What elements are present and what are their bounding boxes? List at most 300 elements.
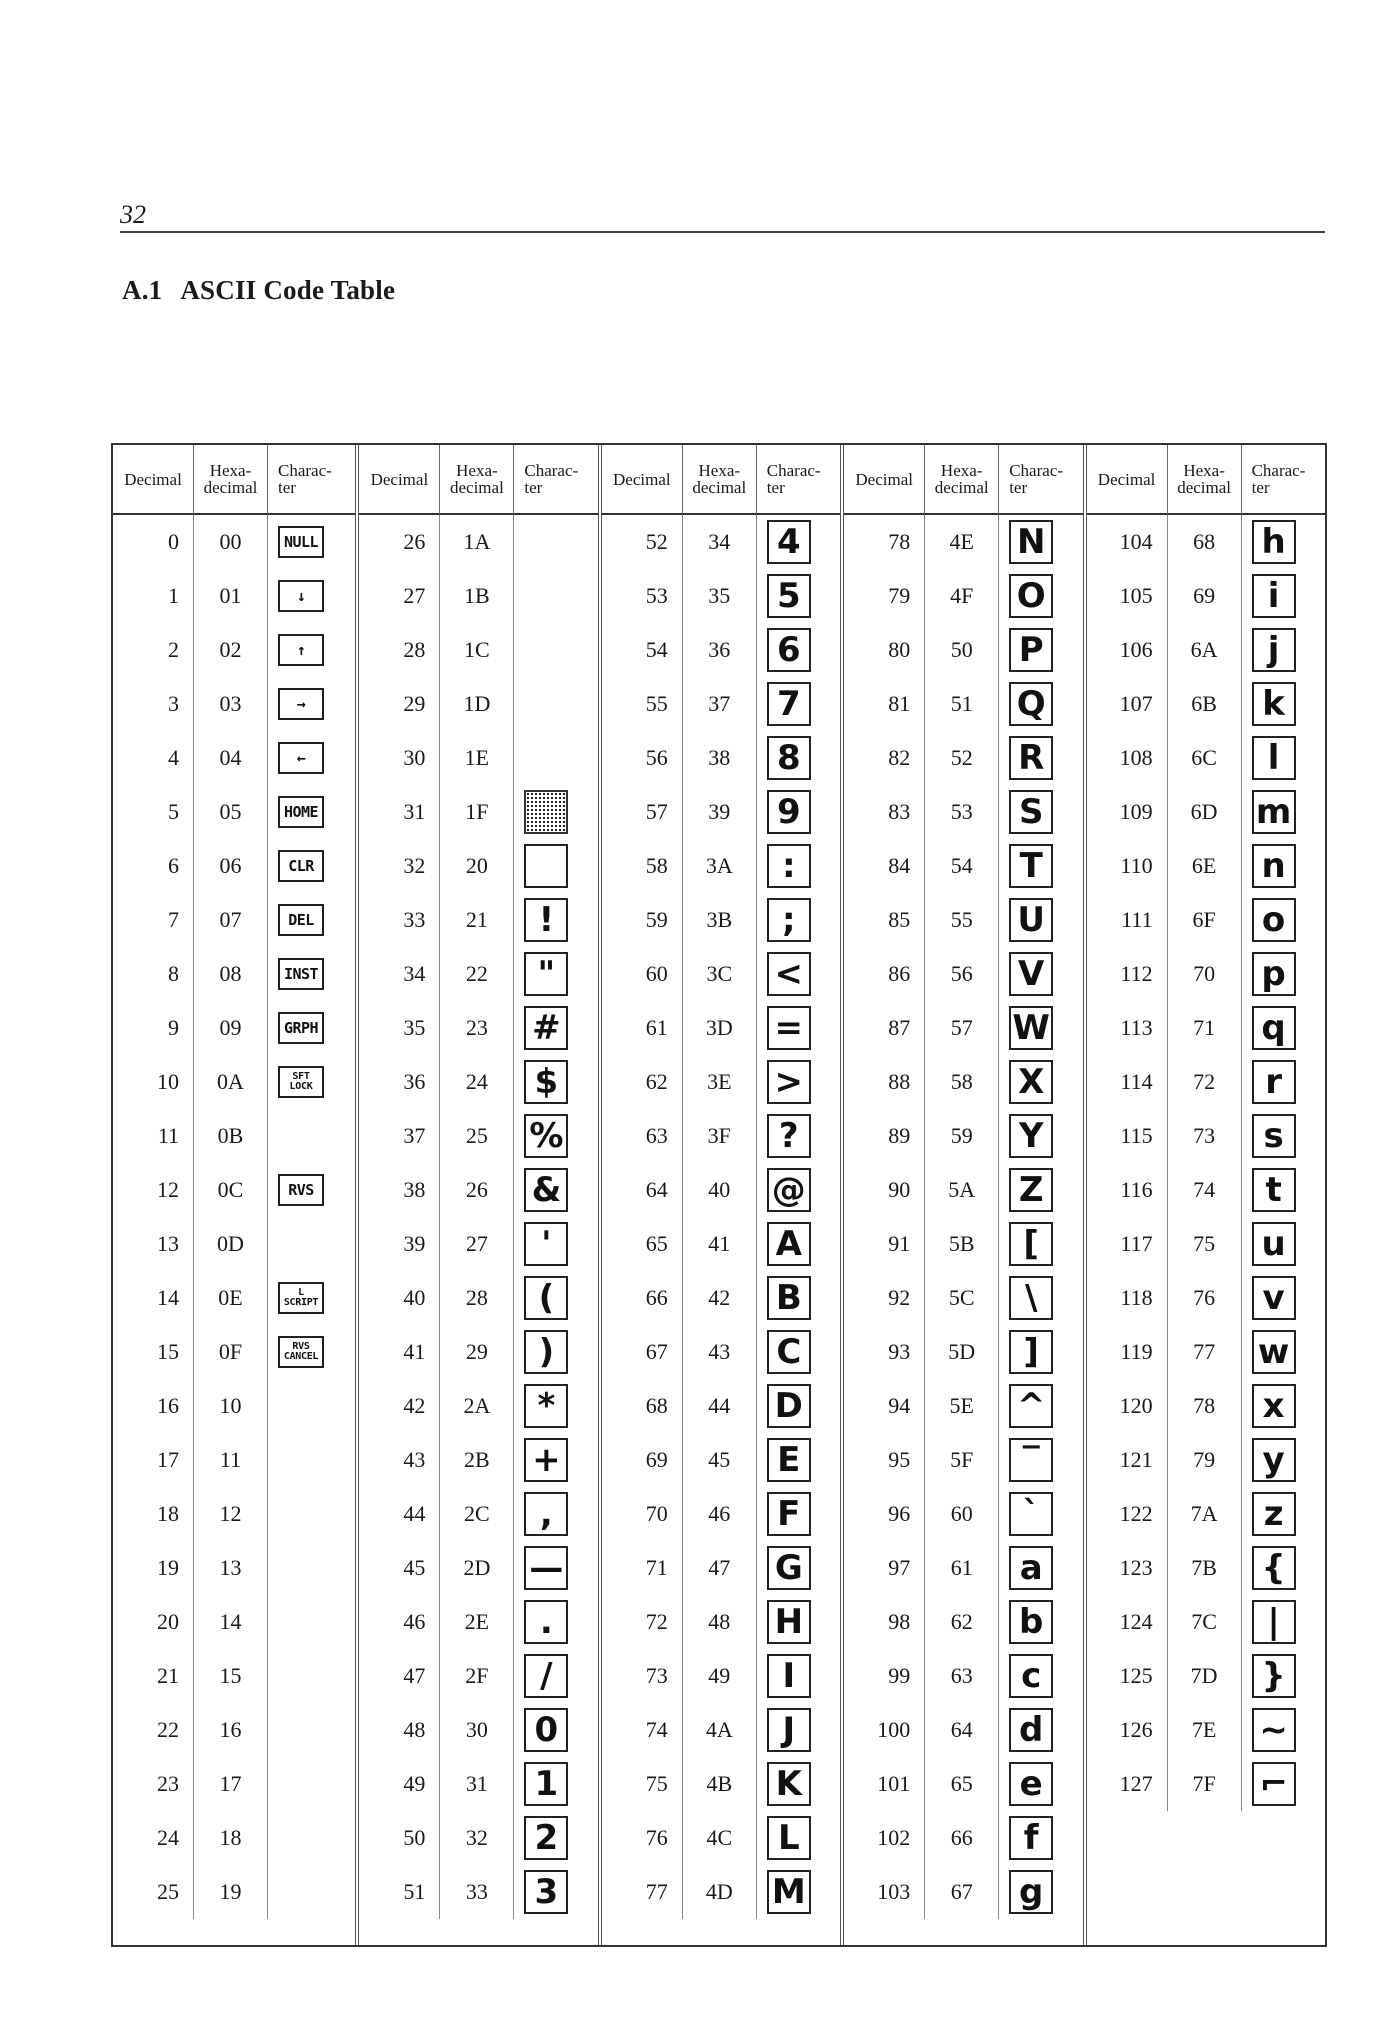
character-glyph: | — [1252, 1600, 1296, 1644]
decimal-cell: 68 — [645, 1393, 668, 1418]
hex-cell: 6F — [1167, 893, 1241, 947]
decimal-cell: 91 — [888, 1231, 911, 1256]
header-hex: Hexa- decimal — [1167, 445, 1241, 515]
decimal-cell: 98 — [888, 1609, 911, 1634]
character-glyph: q — [1252, 1006, 1296, 1050]
character-glyph: " — [524, 952, 568, 996]
hex-cell: 3C — [682, 947, 756, 1001]
character-glyph: ) — [524, 1330, 568, 1374]
hex-cell: 4E — [924, 515, 998, 569]
decimal-cell: 78 — [888, 529, 911, 554]
character-cell — [513, 839, 597, 893]
hex-cell: 12 — [193, 1487, 267, 1541]
character-glyph: S — [1009, 790, 1053, 834]
character-cell — [756, 731, 840, 785]
hex-cell: 1B — [439, 569, 513, 623]
delete-key-icon: DEL — [278, 904, 324, 936]
character-glyph: } — [1252, 1654, 1296, 1698]
hex-cell: 47 — [682, 1541, 756, 1595]
decimal-cell: 90 — [888, 1177, 911, 1202]
character-cell — [998, 1487, 1082, 1541]
character-glyph: 9 — [767, 790, 811, 834]
character-cell — [267, 1109, 355, 1163]
cursor-up-icon: ↑ — [278, 634, 324, 666]
decimal-cell: 97 — [888, 1555, 911, 1580]
decimal-cell: 4 — [168, 745, 179, 770]
hex-cell: 39 — [682, 785, 756, 839]
character-cell — [998, 893, 1082, 947]
character-glyph: B — [767, 1276, 811, 1320]
character-cell — [513, 515, 597, 569]
hex-cell: 5A — [924, 1163, 998, 1217]
decimal-cell: 1 — [168, 583, 179, 608]
decimal-cell: 86 — [888, 961, 911, 986]
hex-cell: 23 — [439, 1001, 513, 1055]
hex-cell: 54 — [924, 839, 998, 893]
character-cell — [1241, 1325, 1325, 1379]
ascii-code-table — [111, 443, 1327, 1947]
hex-cell: 21 — [439, 893, 513, 947]
character-glyph: * — [524, 1384, 568, 1428]
column-group-1 — [113, 445, 355, 1945]
hex-cell: 75 — [1167, 1217, 1241, 1271]
graph-key-icon: GRPH — [278, 1012, 324, 1044]
hex-cell: 6C — [1167, 731, 1241, 785]
decimal-cell: 37 — [403, 1123, 426, 1148]
hex-cell: 2B — [439, 1433, 513, 1487]
character-glyph: y — [1252, 1438, 1296, 1482]
decimal-cell: 20 — [157, 1609, 179, 1634]
hex-cell: 7C — [1167, 1595, 1241, 1649]
cursor-right-icon: → — [278, 688, 324, 720]
character-cell — [756, 1487, 840, 1541]
character-glyph: 3 — [524, 1870, 568, 1914]
hex-cell: 1A — [439, 515, 513, 569]
section-title-text: ASCII Code Table — [180, 275, 396, 305]
decimal-cell: 0 — [168, 529, 179, 554]
hex-cell: 07 — [193, 893, 267, 947]
decimal-cell: 7 — [168, 907, 179, 932]
decimal-cell: 54 — [645, 637, 668, 662]
null-key-icon: NULL — [278, 526, 324, 558]
character-cell — [513, 677, 597, 731]
hex-cell: 6A — [1167, 623, 1241, 677]
hex-cell: 29 — [439, 1325, 513, 1379]
character-cell — [267, 1865, 355, 1919]
header-decimal: Decimal — [602, 445, 682, 515]
character-cell — [998, 1703, 1082, 1757]
character-glyph: ! — [524, 898, 568, 942]
hex-cell: 44 — [682, 1379, 756, 1433]
hex-cell: 70 — [1167, 947, 1241, 1001]
character-cell — [998, 1649, 1082, 1703]
decimal-cell: 76 — [645, 1825, 668, 1850]
character-cell — [998, 1055, 1082, 1109]
character-glyph: ] — [1009, 1330, 1053, 1374]
hex-cell: 52 — [924, 731, 998, 785]
character-cell — [1241, 1055, 1325, 1109]
character-cell — [267, 1649, 355, 1703]
character-cell — [267, 1271, 355, 1325]
hex-cell: 66 — [924, 1811, 998, 1865]
character-cell — [756, 569, 840, 623]
character-cell — [756, 1757, 840, 1811]
character-cell — [998, 1595, 1082, 1649]
character-glyph: \ — [1009, 1276, 1053, 1320]
hex-cell: 31 — [439, 1757, 513, 1811]
decimal-cell: 11 — [157, 1123, 179, 1148]
hex-cell: 19 — [193, 1865, 267, 1919]
character-cell — [513, 1001, 597, 1055]
character-glyph: / — [524, 1654, 568, 1698]
decimal-cell: 110 — [1120, 853, 1153, 878]
decimal-cell: 10 — [157, 1069, 179, 1094]
character-cell — [998, 1163, 1082, 1217]
character-cell — [1241, 1379, 1325, 1433]
decimal-cell: 25 — [157, 1879, 179, 1904]
decimal-cell: 69 — [645, 1447, 668, 1472]
character-glyph: ' — [524, 1222, 568, 1266]
character-glyph: N — [1009, 520, 1053, 564]
hex-cell: 34 — [682, 515, 756, 569]
character-glyph: b — [1009, 1600, 1053, 1644]
decimal-cell: 43 — [403, 1447, 426, 1472]
character-cell — [756, 1379, 840, 1433]
character-cell — [998, 839, 1082, 893]
dotted-block-icon — [524, 790, 568, 834]
character-glyph: r — [1252, 1060, 1296, 1104]
character-glyph: s — [1252, 1114, 1296, 1158]
character-glyph: V — [1009, 952, 1053, 996]
character-glyph: & — [524, 1168, 568, 1212]
column-group-2 — [355, 445, 597, 1945]
hex-cell: 64 — [924, 1703, 998, 1757]
character-cell — [513, 1163, 597, 1217]
character-glyph: . — [524, 1600, 568, 1644]
hex-cell: 69 — [1167, 569, 1241, 623]
character-cell — [998, 785, 1082, 839]
hex-cell: 6D — [1167, 785, 1241, 839]
character-glyph: — — [524, 1546, 568, 1590]
character-cell — [267, 677, 355, 731]
hex-cell: 26 — [439, 1163, 513, 1217]
decimal-cell: 101 — [877, 1771, 911, 1796]
character-cell — [513, 1487, 597, 1541]
decimal-cell: 35 — [403, 1015, 426, 1040]
decimal-cell: 34 — [403, 961, 426, 986]
character-glyph: v — [1252, 1276, 1296, 1320]
character-cell — [998, 947, 1082, 1001]
hex-cell: 38 — [682, 731, 756, 785]
character-cell — [1241, 569, 1325, 623]
header-decimal: Decimal — [113, 445, 193, 515]
hex-cell: 14 — [193, 1595, 267, 1649]
hex-cell: 74 — [1167, 1163, 1241, 1217]
character-cell — [513, 731, 597, 785]
character-cell — [1241, 1595, 1325, 1649]
hex-cell: 5D — [924, 1325, 998, 1379]
decimal-cell: 55 — [645, 691, 668, 716]
character-glyph: Q — [1009, 682, 1053, 726]
hex-cell: 0A — [193, 1055, 267, 1109]
hex-cell: 40 — [682, 1163, 756, 1217]
hex-cell: 1F — [439, 785, 513, 839]
character-cell — [267, 1217, 355, 1271]
column-group-5 — [1083, 445, 1325, 1945]
decimal-cell: 23 — [157, 1771, 179, 1796]
decimal-cell: 75 — [645, 1771, 668, 1796]
character-glyph: F — [767, 1492, 811, 1536]
character-cell — [513, 1325, 597, 1379]
character-cell — [267, 1595, 355, 1649]
hex-cell: 6B — [1167, 677, 1241, 731]
decimal-cell: 89 — [888, 1123, 911, 1148]
character-glyph: E — [767, 1438, 811, 1482]
character-cell — [1241, 1001, 1325, 1055]
character-cell — [513, 1649, 597, 1703]
section-title — [122, 275, 395, 306]
hex-cell: 04 — [193, 731, 267, 785]
character-glyph: X — [1009, 1060, 1053, 1104]
decimal-cell: 107 — [1119, 691, 1153, 716]
decimal-cell: 32 — [403, 853, 426, 878]
decimal-cell: 6 — [168, 853, 179, 878]
decimal-cell: 117 — [1120, 1231, 1153, 1256]
decimal-cell: 95 — [888, 1447, 911, 1472]
reverse-key-icon: RVS — [278, 1174, 324, 1206]
character-cell — [756, 1055, 840, 1109]
header-char: Charac- ter — [513, 445, 597, 515]
character-cell — [513, 1433, 597, 1487]
hex-cell: 36 — [682, 623, 756, 677]
character-cell — [756, 1109, 840, 1163]
decimal-cell: 79 — [888, 583, 911, 608]
header-hex: Hexa- decimal — [924, 445, 998, 515]
decimal-cell: 81 — [888, 691, 911, 716]
decimal-cell: 36 — [403, 1069, 426, 1094]
decimal-cell: 12 — [157, 1177, 179, 1202]
decimal-cell: 114 — [1120, 1069, 1153, 1094]
character-cell — [756, 1595, 840, 1649]
character-cell — [513, 1595, 597, 1649]
hex-cell: 24 — [439, 1055, 513, 1109]
decimal-cell: 102 — [877, 1825, 911, 1850]
hex-cell: 7E — [1167, 1703, 1241, 1757]
character-cell — [267, 839, 355, 893]
character-glyph: c — [1009, 1654, 1053, 1698]
hex-cell: 49 — [682, 1649, 756, 1703]
header-char: Charac- ter — [267, 445, 355, 515]
hex-cell: 30 — [439, 1703, 513, 1757]
decimal-cell: 73 — [645, 1663, 668, 1688]
hex-cell: 4D — [682, 1865, 756, 1919]
character-cell — [998, 1271, 1082, 1325]
hex-cell: 00 — [193, 515, 267, 569]
hex-cell: 1C — [439, 623, 513, 677]
hex-cell: 17 — [193, 1757, 267, 1811]
character-cell — [267, 785, 355, 839]
hex-cell: 5E — [924, 1379, 998, 1433]
character-glyph: Z — [1009, 1168, 1053, 1212]
character-cell — [513, 947, 597, 1001]
hex-cell: 55 — [924, 893, 998, 947]
decimal-cell: 105 — [1119, 583, 1153, 608]
character-glyph: % — [524, 1114, 568, 1158]
decimal-cell: 27 — [403, 583, 426, 608]
character-cell — [756, 1163, 840, 1217]
character-glyph: 5 — [767, 574, 811, 618]
hex-cell: 28 — [439, 1271, 513, 1325]
character-cell — [513, 1541, 597, 1595]
hex-cell: 7A — [1167, 1487, 1241, 1541]
character-glyph: u — [1252, 1222, 1296, 1266]
hex-cell: 45 — [682, 1433, 756, 1487]
hex-cell: 0F — [193, 1325, 267, 1379]
cursor-left-icon: ← — [278, 742, 324, 774]
character-glyph: d — [1009, 1708, 1053, 1752]
character-glyph: U — [1009, 898, 1053, 942]
character-glyph: ( — [524, 1276, 568, 1320]
character-cell — [513, 1703, 597, 1757]
decimal-cell: 44 — [403, 1501, 426, 1526]
hex-cell: 25 — [439, 1109, 513, 1163]
decimal-cell: 123 — [1119, 1555, 1153, 1580]
decimal-cell: 62 — [645, 1069, 668, 1094]
character-cell — [756, 839, 840, 893]
hex-cell: 58 — [924, 1055, 998, 1109]
character-glyph: K — [767, 1762, 811, 1806]
hex-cell: 60 — [924, 1487, 998, 1541]
character-glyph: n — [1252, 844, 1296, 888]
hex-cell: 10 — [193, 1379, 267, 1433]
character-cell — [756, 1271, 840, 1325]
decimal-cell: 30 — [403, 745, 426, 770]
character-cell — [267, 515, 355, 569]
hex-cell: 59 — [924, 1109, 998, 1163]
character-glyph: ‾ — [1009, 1438, 1053, 1482]
character-glyph: 7 — [767, 682, 811, 726]
decimal-cell: 59 — [645, 907, 668, 932]
character-cell — [267, 1379, 355, 1433]
decimal-cell: 87 — [888, 1015, 911, 1040]
decimal-cell: 50 — [403, 1825, 426, 1850]
decimal-cell: 48 — [403, 1717, 426, 1742]
decimal-cell: 70 — [645, 1501, 668, 1526]
decimal-cell: 118 — [1120, 1285, 1153, 1310]
decimal-cell: 51 — [403, 1879, 426, 1904]
character-cell — [267, 731, 355, 785]
character-cell — [756, 1001, 840, 1055]
hex-cell: 4A — [682, 1703, 756, 1757]
hex-cell: 73 — [1167, 1109, 1241, 1163]
character-cell — [1241, 1271, 1325, 1325]
hex-cell: 7D — [1167, 1649, 1241, 1703]
character-cell — [756, 1811, 840, 1865]
character-cell — [998, 1865, 1082, 1919]
decimal-cell: 74 — [645, 1717, 668, 1742]
character-cell — [267, 947, 355, 1001]
decimal-cell: 24 — [157, 1825, 179, 1850]
character-glyph: > — [767, 1060, 811, 1104]
hex-cell: 35 — [682, 569, 756, 623]
character-glyph: 2 — [524, 1816, 568, 1860]
character-cell — [756, 1703, 840, 1757]
hex-cell: 2A — [439, 1379, 513, 1433]
hex-cell: 37 — [682, 677, 756, 731]
character-glyph: @ — [767, 1168, 811, 1212]
character-glyph: p — [1252, 952, 1296, 996]
character-glyph: x — [1252, 1384, 1296, 1428]
decimal-cell: 47 — [403, 1663, 426, 1688]
character-cell — [1241, 893, 1325, 947]
decimal-cell: 52 — [645, 529, 668, 554]
hex-cell: 2C — [439, 1487, 513, 1541]
hex-cell: 15 — [193, 1649, 267, 1703]
decimal-cell: 116 — [1120, 1177, 1153, 1202]
decimal-cell: 5 — [168, 799, 179, 824]
character-glyph: I — [767, 1654, 811, 1698]
character-cell — [267, 1487, 355, 1541]
character-cell — [267, 1703, 355, 1757]
hex-cell: 20 — [439, 839, 513, 893]
hex-cell: 79 — [1167, 1433, 1241, 1487]
hex-cell: 63 — [924, 1649, 998, 1703]
header-rule — [120, 231, 1325, 233]
character-cell — [756, 947, 840, 1001]
character-glyph: $ — [524, 1060, 568, 1104]
character-glyph: 0 — [524, 1708, 568, 1752]
decimal-cell: 71 — [645, 1555, 668, 1580]
decimal-cell: 99 — [888, 1663, 911, 1688]
header-char: Charac- ter — [756, 445, 840, 515]
decimal-cell: 108 — [1119, 745, 1153, 770]
hex-cell: 72 — [1167, 1055, 1241, 1109]
page-number: 32 — [120, 200, 146, 229]
hex-cell: 01 — [193, 569, 267, 623]
decimal-cell: 126 — [1119, 1717, 1153, 1742]
character-cell — [998, 1811, 1082, 1865]
decimal-cell: 122 — [1119, 1501, 1153, 1526]
character-cell — [267, 1541, 355, 1595]
character-glyph: a — [1009, 1546, 1053, 1590]
decimal-cell: 16 — [157, 1393, 179, 1418]
decimal-cell: 84 — [888, 853, 911, 878]
decimal-cell: 115 — [1120, 1123, 1153, 1148]
character-glyph: ^ — [1009, 1384, 1053, 1428]
character-cell — [1241, 515, 1325, 569]
character-cell — [1241, 1109, 1325, 1163]
character-glyph: L — [767, 1816, 811, 1860]
hex-cell: 78 — [1167, 1379, 1241, 1433]
character-glyph: i — [1252, 574, 1296, 618]
character-glyph: [ — [1009, 1222, 1053, 1266]
shift-lock-key-icon: SFT LOCK — [278, 1066, 324, 1098]
hex-cell: 67 — [924, 1865, 998, 1919]
hex-cell: 68 — [1167, 515, 1241, 569]
hex-cell: 62 — [924, 1595, 998, 1649]
character-glyph: G — [767, 1546, 811, 1590]
character-glyph: ; — [767, 898, 811, 942]
hex-cell: 65 — [924, 1757, 998, 1811]
decimal-cell: 119 — [1120, 1339, 1153, 1364]
decimal-cell: 41 — [403, 1339, 426, 1364]
hex-cell: 3A — [682, 839, 756, 893]
decimal-cell: 127 — [1119, 1771, 1153, 1796]
character-cell — [998, 623, 1082, 677]
character-cell — [756, 515, 840, 569]
decimal-cell: 29 — [403, 691, 426, 716]
hex-cell: 43 — [682, 1325, 756, 1379]
